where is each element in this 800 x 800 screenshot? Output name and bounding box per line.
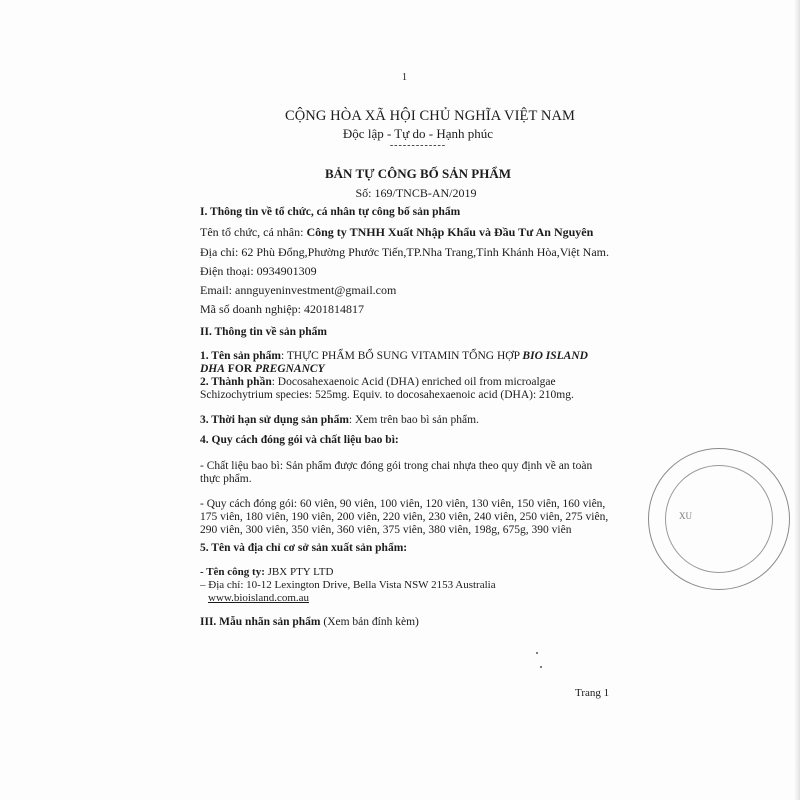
- document-title: BẢN TỰ CÔNG BỐ SẢN PHẨM: [325, 166, 511, 181]
- republic-header: CỘNG HÒA XÃ HỘI CHỦ NGHĨA VIỆT NAM: [284, 108, 576, 124]
- item-1-for: FOR: [224, 363, 255, 375]
- item-1-label: 1. Tên sản phẩm: [200, 350, 281, 362]
- item-2-ingredients: [200, 376, 610, 402]
- section-2-heading: II. Thông tin về sản phẩm: [200, 326, 327, 338]
- scan-speck: [540, 666, 542, 668]
- section-3-note: (Xem bản đính kèm): [320, 616, 419, 628]
- stamp-text-fragment: XU: [679, 511, 692, 521]
- item-1-sep: :: [280, 350, 287, 362]
- org-email: Email: annguyeninvestment@gmail.com: [200, 283, 397, 297]
- item-3-shelf-life: [200, 414, 620, 427]
- item-2-value: : Docosahexaenoic Acid (DHA) enriched oil from microalgae Schizochytrium species: 525mg. Equiv. to docosahexaenoic acid (DHA): 210mg.: [200, 376, 574, 401]
- org-line: [200, 226, 620, 239]
- section-3-line: [200, 616, 620, 629]
- page-marker: 1: [402, 72, 407, 83]
- org-tax-code: Mã số doanh nghiệp: 4201814817: [200, 302, 364, 316]
- org-label: Tên tổ chức, cá nhân:: [200, 225, 307, 239]
- official-stamp: [648, 448, 790, 590]
- company-label: - Tên công ty:: [200, 566, 268, 578]
- item-4-packaging-spec: - Quy cách đóng gói: 60 viên, 90 viên, 100 viên, 120 viên, 130 viên, 150 viên, 160 viên, 175 viên, 180 viên, 190 viên, 200 viên, 220 viên, 230 viên, 240 viên, 250 viên, 275 viên, 290 viên, 300 viên, 350 viên, 360 viên, 375 viên, 380 viên, 198g, 675g, 390 viên: [200, 498, 609, 536]
- manufacturer-website[interactable]: www.bioisland.com.au: [208, 592, 310, 604]
- footer-page-number: Trang 1: [575, 687, 610, 699]
- org-value: Công ty TNHH Xuất Nhập Khẩu và Đầu Tư An Nguyên: [306, 225, 594, 239]
- item-3-label: 3. Thời hạn sử dụng sản phẩm: [200, 414, 349, 426]
- motto-underline: -------------: [389, 140, 447, 151]
- section-3-heading: III. Mẫu nhãn sản phẩm: [200, 616, 321, 628]
- item-2-label: 2. Thành phần: [200, 376, 272, 388]
- item-4-heading: 4. Quy cách đóng gói và chất liệu bao bì:: [200, 434, 399, 446]
- org-phone: Điện thoại: 0934901309: [200, 264, 317, 278]
- motto: Độc lập - Tự do - Hạnh phúc: [342, 126, 494, 141]
- item-5-heading: 5. Tên và địa chỉ cơ sở sản xuất sản phẩm:: [200, 542, 408, 554]
- item-4-material: - Chất liệu bao bì: Sản phẩm được đóng gói trong chai nhựa theo quy định về an toàn thực phẩm.: [200, 460, 593, 485]
- company-value: JBX PTY LTD: [267, 566, 334, 578]
- manufacturer-company: [200, 566, 620, 579]
- item-1-brand: BIO ISLAND DHA: [200, 350, 588, 375]
- org-address: Địa chỉ: 62 Phù Đổng,Phường Phước Tiến,TP.Nha Trang,Tỉnh Khánh Hòa,Việt Nam.: [200, 245, 609, 259]
- item-1-product-name: [200, 350, 610, 376]
- item-1-pregnancy: PREGNANCY: [254, 363, 325, 375]
- manufacturer-address: – Địa chỉ: 10-12 Lexington Drive, Bella Vista NSW 2153 Australia: [200, 579, 496, 591]
- item-1-value: THỰC PHẨM BỔ SUNG VITAMIN TỔNG HỢP: [286, 350, 523, 362]
- scan-speck: [536, 652, 538, 654]
- section-1-heading: I. Thông tin về tổ chức, cá nhân tự công bố sản phẩm: [200, 206, 461, 218]
- document-number: Số: 169/TNCB-AN/2019: [355, 186, 477, 200]
- item-3-value: : Xem trên bao bì sản phẩm.: [348, 414, 479, 426]
